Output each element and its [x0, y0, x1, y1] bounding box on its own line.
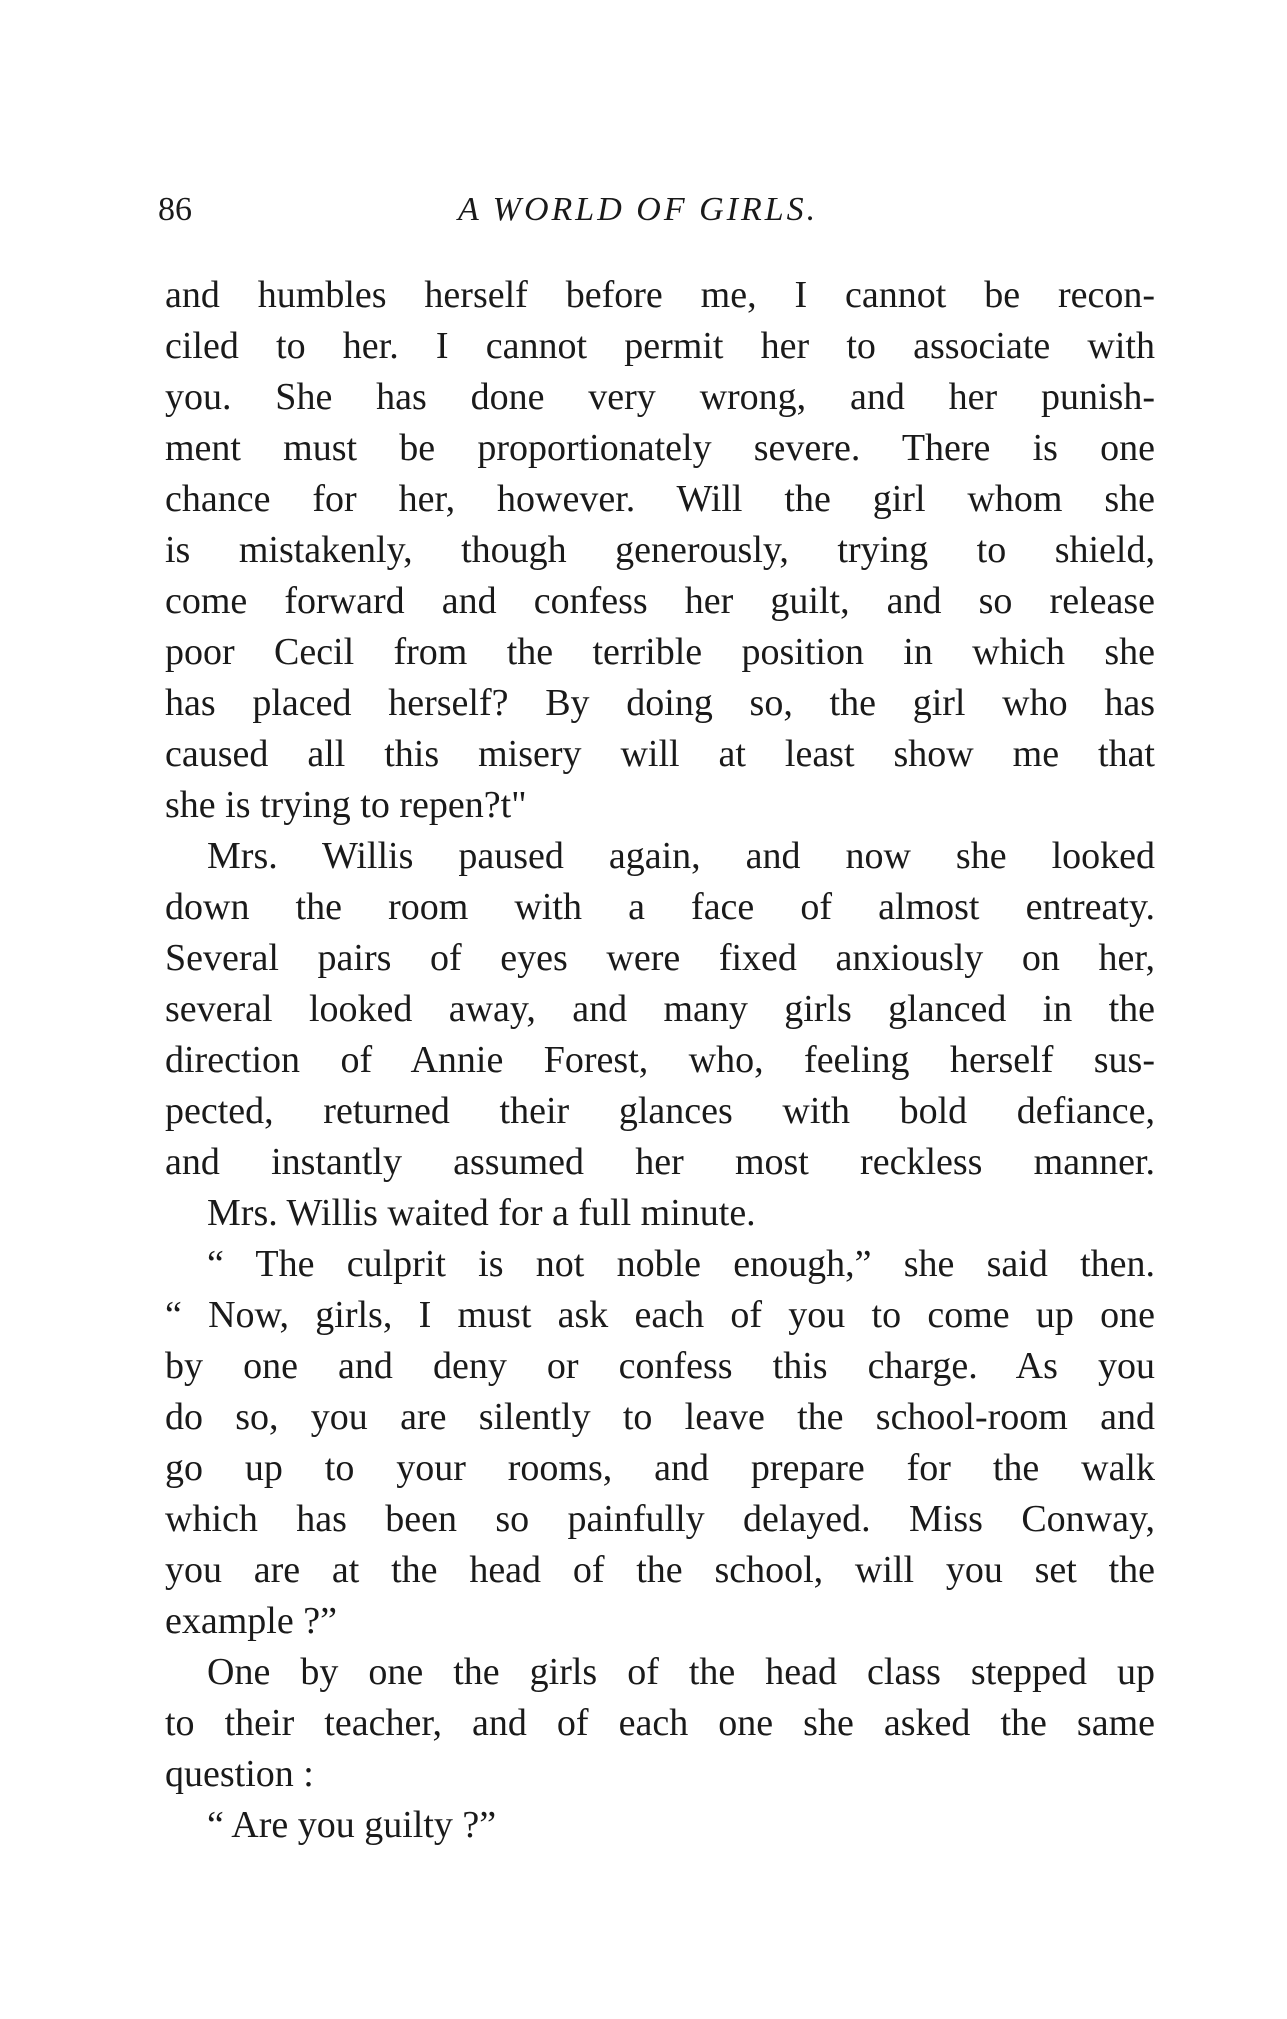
- text-line: and humbles herself before me, I cannot be recon-: [165, 274, 1155, 316]
- running-head: [158, 188, 1158, 232]
- text-line: chance for her, however. Will the girl whom she: [165, 478, 1155, 520]
- text-line: Several pairs of eyes were fixed anxiously on her,: [165, 937, 1155, 979]
- text-line: do so, you are silently to leave the school-room and: [165, 1396, 1155, 1438]
- paragraph-end-line: question :: [165, 1753, 314, 1795]
- text-line: ment must be proportionately severe. There is one: [165, 427, 1155, 469]
- paragraph-start-line: Mrs. Willis paused again, and now she looked: [207, 835, 1155, 877]
- text-line: pected, returned their glances with bold defiance,: [165, 1090, 1155, 1132]
- page-number: 86: [158, 191, 192, 228]
- text-line: you are at the head of the school, will you set the: [165, 1549, 1155, 1591]
- text-line: “ Now, girls, I must ask each of you to come up one: [165, 1294, 1155, 1336]
- text-line: several looked away, and many girls glanced in the: [165, 988, 1155, 1030]
- paragraph-end-line: example ?”: [165, 1600, 337, 1642]
- text-line: is mistakenly, though generously, trying to shield,: [165, 529, 1155, 571]
- text-line: has placed herself? By doing so, the girl who has: [165, 682, 1155, 724]
- running-title: A WORLD OF GIRLS.: [458, 191, 819, 228]
- text-line: and instantly assumed her most reckless manner.: [165, 1141, 1155, 1183]
- text-line: which has been so painfully delayed. Miss Conway,: [165, 1498, 1155, 1540]
- paragraph-end-line: she is trying to repen?t": [165, 784, 527, 826]
- text-line: come forward and confess her guilt, and so release: [165, 580, 1155, 622]
- text-line: caused all this misery will at least show me that: [165, 733, 1155, 775]
- paragraph-single-line: Mrs. Willis waited for a full minute.: [207, 1192, 756, 1234]
- text-line: poor Cecil from the terrible position in which she: [165, 631, 1155, 673]
- text-line: go up to your rooms, and prepare for the walk: [165, 1447, 1155, 1489]
- text-line: ciled to her. I cannot permit her to associate with: [165, 325, 1155, 367]
- text-line: you. She has done very wrong, and her punish-: [165, 376, 1155, 418]
- text-line: direction of Annie Forest, who, feeling herself sus-: [165, 1039, 1155, 1081]
- body-text: [165, 270, 1155, 1851]
- paragraph-start-line: “ The culprit is not noble enough,” she said then.: [207, 1243, 1155, 1285]
- text-line: down the room with a face of almost entreaty.: [165, 886, 1155, 928]
- paragraph-start-line: One by one the girls of the head class stepped up: [207, 1651, 1155, 1693]
- paragraph-single-line: “ Are you guilty ?”: [207, 1804, 497, 1846]
- text-line: to their teacher, and of each one she asked the same: [165, 1702, 1155, 1744]
- text-line: by one and deny or confess this charge. As you: [165, 1345, 1155, 1387]
